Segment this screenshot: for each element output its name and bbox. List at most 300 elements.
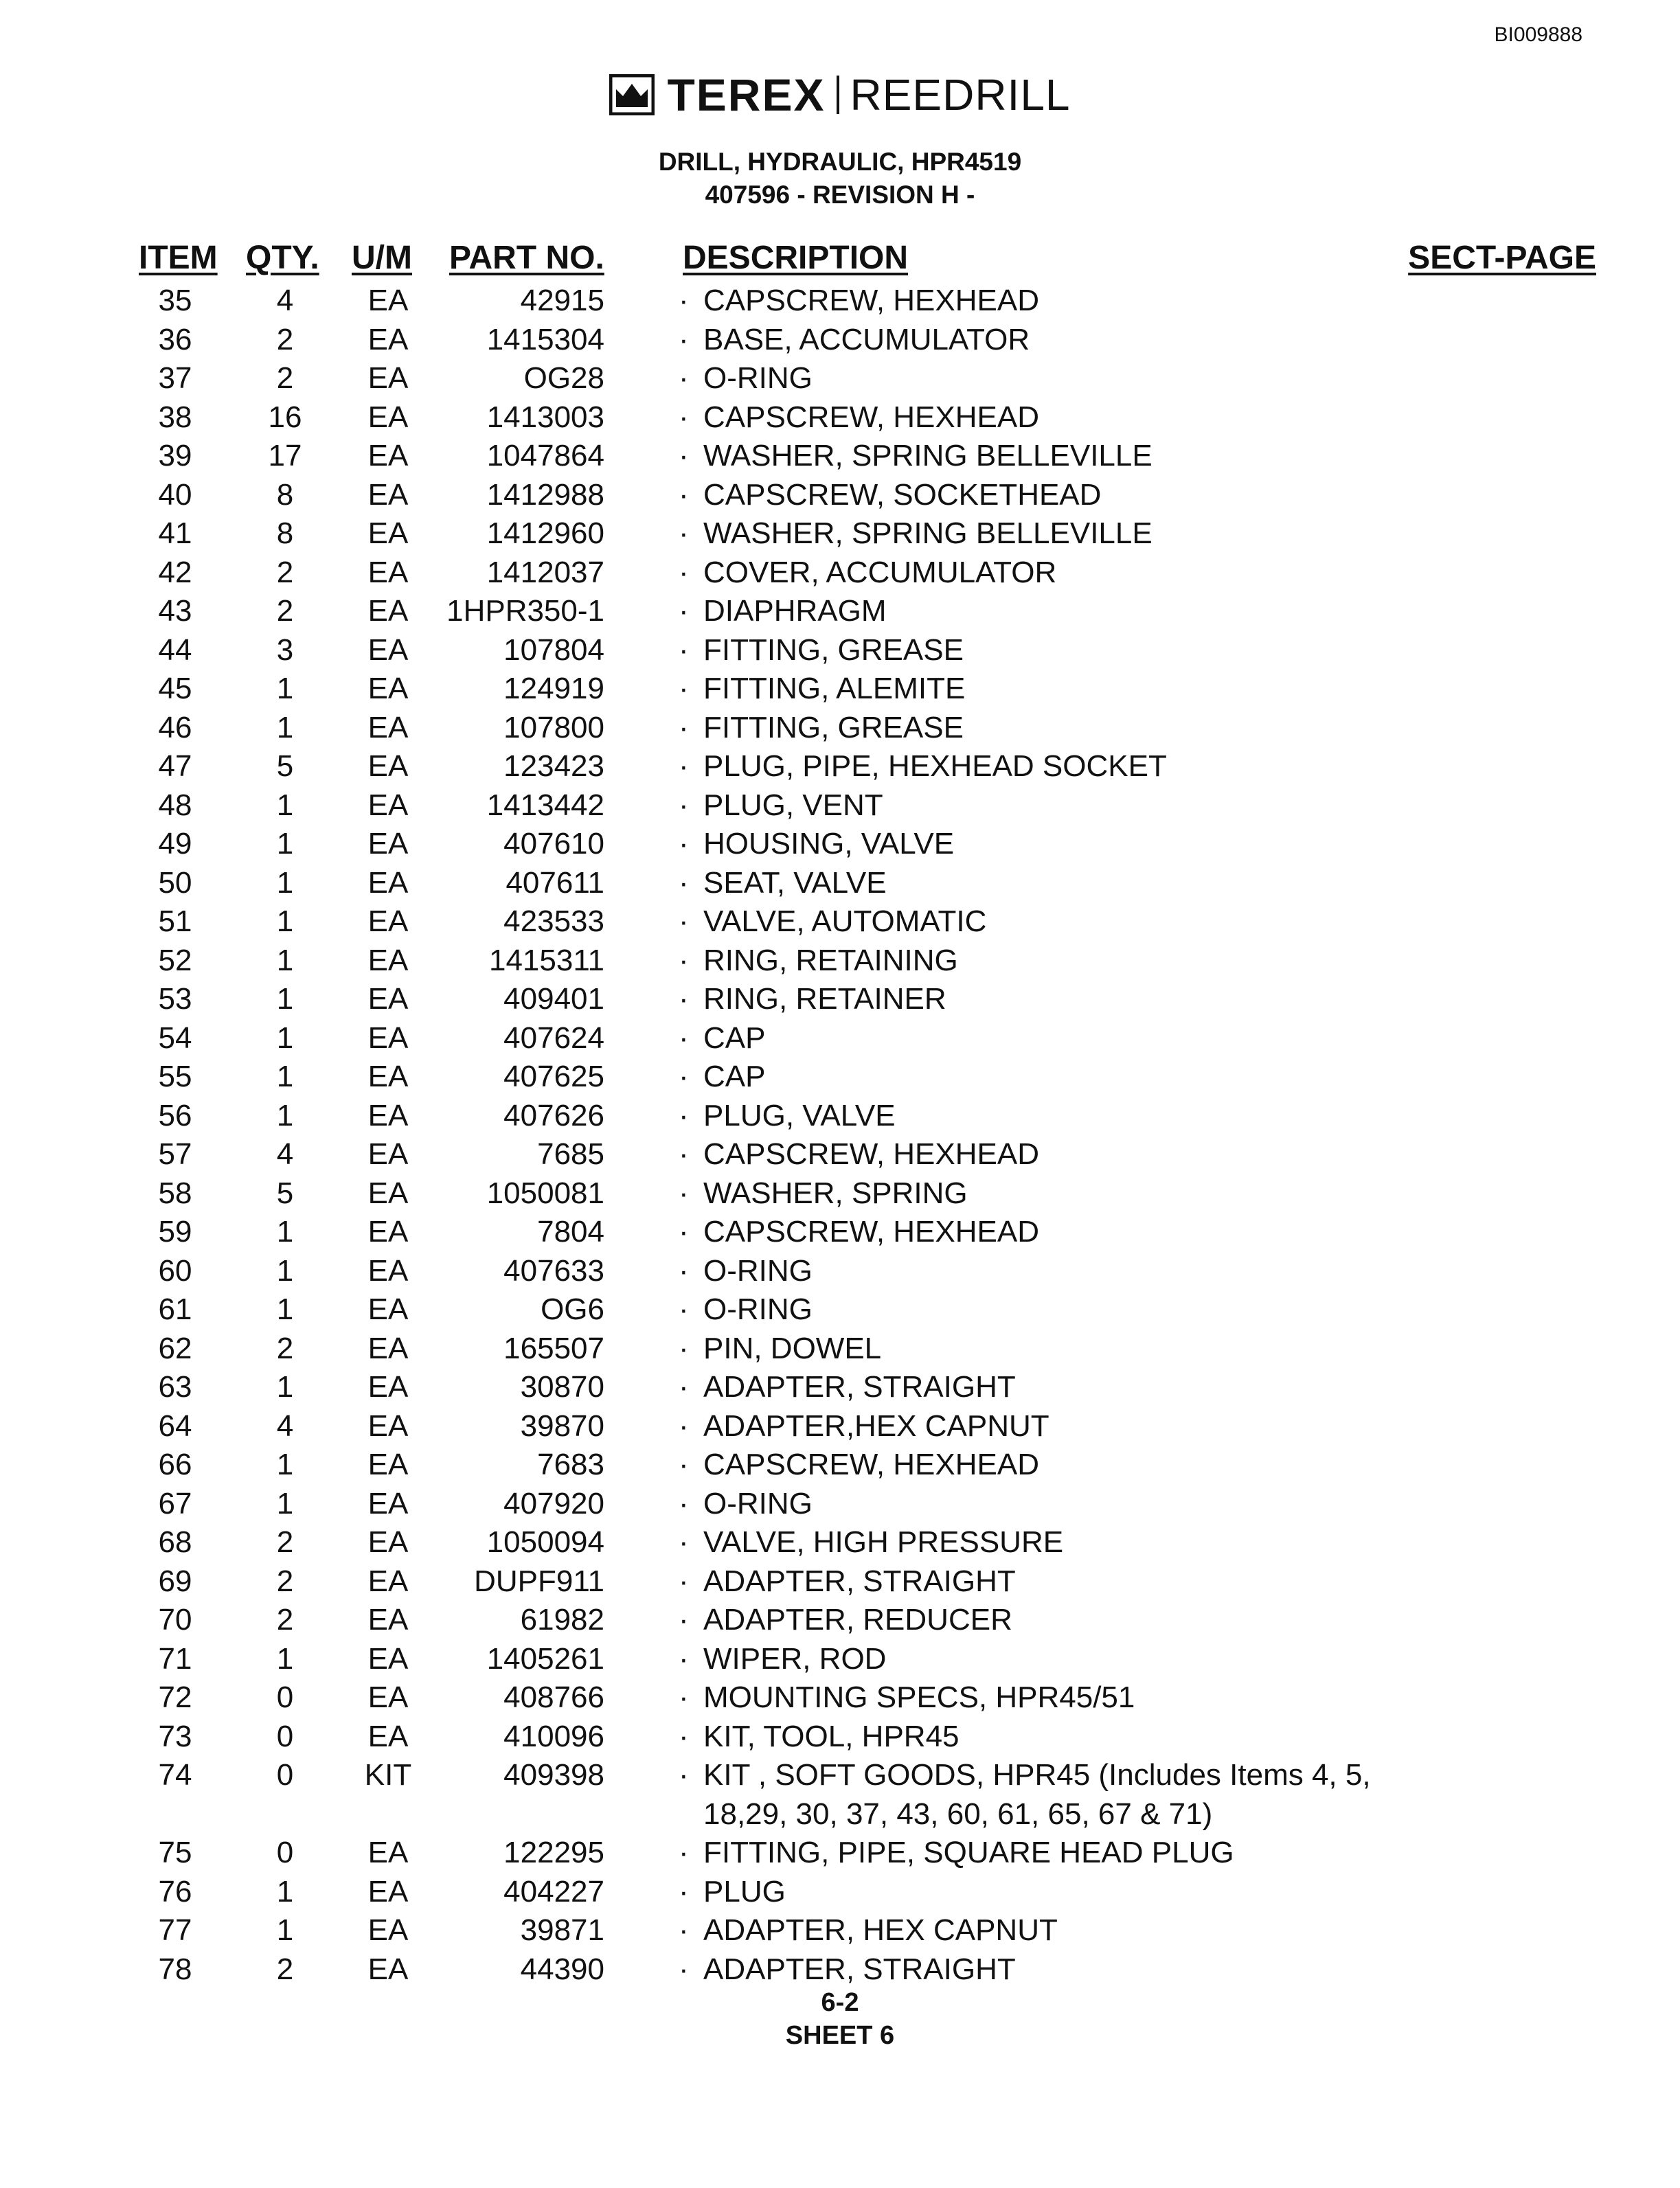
quantity: 2 xyxy=(276,1564,294,1598)
part-number: 423533 xyxy=(503,904,604,938)
quantity: 1 xyxy=(276,710,294,744)
unit-of-measure: EA xyxy=(367,1525,409,1559)
item-number: 52 xyxy=(158,943,192,977)
description: ADAPTER, REDUCER xyxy=(703,1603,1012,1637)
item-number: 67 xyxy=(158,1486,192,1520)
quantity: 1 xyxy=(276,1292,294,1326)
description: VALVE, AUTOMATIC xyxy=(703,904,987,938)
description: O-RING xyxy=(703,361,813,395)
description: KIT, TOOL, HPR45 xyxy=(703,1719,960,1753)
quantity: 1 xyxy=(276,1253,294,1288)
header-qty: QTY. xyxy=(246,240,319,276)
unit-of-measure: EA xyxy=(367,788,409,822)
part-number: 409398 xyxy=(503,1758,604,1792)
description: PLUG xyxy=(703,1874,786,1908)
bullet-dot-icon: · xyxy=(679,1060,689,1093)
part-number: 107804 xyxy=(503,633,604,667)
item-number: 55 xyxy=(158,1060,192,1093)
part-number: 39870 xyxy=(520,1409,604,1443)
table-row xyxy=(0,1019,1680,1058)
unit-of-measure: EA xyxy=(367,1719,409,1753)
unit-of-measure: EA xyxy=(367,1913,409,1947)
bullet-dot-icon: · xyxy=(679,1680,689,1714)
unit-of-measure: EA xyxy=(367,1098,409,1132)
item-number: 57 xyxy=(158,1137,192,1171)
bullet-dot-icon: · xyxy=(679,400,689,434)
part-number: 7804 xyxy=(537,1215,604,1249)
bullet-dot-icon: · xyxy=(679,1525,689,1559)
part-number: DUPF911 xyxy=(474,1564,604,1598)
quantity: 8 xyxy=(276,516,294,550)
description: CAPSCREW, HEXHEAD xyxy=(703,1448,1039,1481)
bullet-dot-icon: · xyxy=(679,633,689,667)
sheet-number: SHEET 6 xyxy=(785,2021,895,2050)
bullet-dot-icon: · xyxy=(679,1719,689,1753)
bullet-dot-icon: · xyxy=(679,1137,689,1171)
title-line-2: 407596 - REVISION H - xyxy=(705,181,975,209)
quantity: 2 xyxy=(276,1603,294,1637)
table-row xyxy=(0,1678,1680,1718)
unit-of-measure: EA xyxy=(367,1836,409,1869)
part-number: 39871 xyxy=(520,1913,604,1947)
part-number: 410096 xyxy=(503,1719,604,1753)
item-number: 43 xyxy=(158,594,192,628)
table-row xyxy=(0,1135,1680,1174)
quantity: 1 xyxy=(276,1874,294,1908)
item-number: 61 xyxy=(158,1292,192,1326)
table-row xyxy=(0,1601,1680,1640)
table-row xyxy=(0,1756,1680,1834)
unit-of-measure: EA xyxy=(367,1874,409,1908)
unit-of-measure: EA xyxy=(367,943,409,977)
part-number: OG28 xyxy=(523,361,604,395)
quantity: 1 xyxy=(276,1448,294,1481)
description: MOUNTING SPECS, HPR45/51 xyxy=(703,1680,1135,1714)
unit-of-measure: EA xyxy=(367,710,409,744)
unit-of-measure: EA xyxy=(367,594,409,628)
bullet-dot-icon: · xyxy=(679,1253,689,1288)
bullet-dot-icon: · xyxy=(679,555,689,589)
quantity: 0 xyxy=(276,1680,294,1714)
description: WIPER, ROD xyxy=(703,1641,887,1676)
item-number: 76 xyxy=(158,1874,192,1908)
unit-of-measure: EA xyxy=(367,400,409,434)
item-number: 78 xyxy=(158,1952,192,1986)
item-number: 66 xyxy=(158,1448,192,1481)
description: VALVE, HIGH PRESSURE xyxy=(703,1525,1064,1559)
unit-of-measure: EA xyxy=(367,1448,409,1481)
part-number: 1405261 xyxy=(486,1641,604,1676)
quantity: 1 xyxy=(276,943,294,977)
quantity: 1 xyxy=(276,1486,294,1520)
table-row xyxy=(0,1718,1680,1757)
part-number: 1050094 xyxy=(486,1525,604,1559)
description: WASHER, SPRING xyxy=(703,1176,968,1210)
unit-of-measure: EA xyxy=(367,439,409,472)
item-number: 54 xyxy=(158,1021,192,1055)
part-number: 165507 xyxy=(503,1331,604,1365)
part-number: 1412960 xyxy=(486,516,604,550)
unit-of-measure: EA xyxy=(367,516,409,550)
description: CAP xyxy=(703,1060,766,1093)
description: FITTING, PIPE, SQUARE HEAD PLUG xyxy=(703,1836,1234,1869)
part-number: 1412037 xyxy=(486,555,604,589)
unit-of-measure: EA xyxy=(367,633,409,667)
item-number: 62 xyxy=(158,1331,192,1365)
bullet-dot-icon: · xyxy=(679,1641,689,1676)
unit-of-measure: EA xyxy=(367,749,409,783)
page-footer xyxy=(0,1986,1680,2052)
item-number: 68 xyxy=(158,1525,192,1559)
quantity: 2 xyxy=(276,594,294,628)
unit-of-measure: EA xyxy=(367,1060,409,1093)
unit-of-measure: EA xyxy=(367,1952,409,1986)
item-number: 51 xyxy=(158,904,192,938)
unit-of-measure: EA xyxy=(367,1215,409,1249)
terex-logo-icon xyxy=(609,74,655,115)
item-number: 38 xyxy=(158,400,192,434)
item-number: 58 xyxy=(158,1176,192,1210)
part-number: 407920 xyxy=(503,1486,604,1520)
unit-of-measure: EA xyxy=(367,1603,409,1637)
part-number: 1412988 xyxy=(486,477,604,512)
bullet-dot-icon: · xyxy=(679,1564,689,1598)
quantity: 0 xyxy=(276,1719,294,1753)
bullet-dot-icon: · xyxy=(679,594,689,628)
table-row xyxy=(0,437,1680,476)
description: WASHER, SPRING BELLEVILLE xyxy=(703,439,1153,472)
bullet-dot-icon: · xyxy=(679,361,689,395)
quantity: 8 xyxy=(276,477,294,512)
unit-of-measure: EA xyxy=(367,904,409,938)
unit-of-measure: EA xyxy=(367,1564,409,1598)
bullet-dot-icon: · xyxy=(679,1836,689,1869)
part-number: 409401 xyxy=(503,982,604,1016)
bullet-dot-icon: · xyxy=(679,1370,689,1404)
item-number: 47 xyxy=(158,749,192,783)
title-line-1: DRILL, HYDRAULIC, HPR4519 xyxy=(658,148,1022,176)
table-row xyxy=(0,825,1680,864)
item-number: 39 xyxy=(158,439,192,472)
item-number: 60 xyxy=(158,1253,192,1288)
description: PIN, DOWEL xyxy=(703,1331,882,1365)
description: WASHER, SPRING BELLEVILLE xyxy=(703,516,1153,550)
quantity: 17 xyxy=(268,439,302,472)
bullet-dot-icon: · xyxy=(679,865,689,900)
quantity: 2 xyxy=(276,555,294,589)
description: O-RING xyxy=(703,1486,813,1520)
table-row xyxy=(0,1562,1680,1602)
part-number: 408766 xyxy=(503,1680,604,1714)
description: ADAPTER,HEX CAPNUT xyxy=(703,1409,1049,1443)
item-number: 69 xyxy=(158,1564,192,1598)
quantity: 4 xyxy=(276,284,294,317)
item-number: 50 xyxy=(158,865,192,900)
quantity: 1 xyxy=(276,1021,294,1055)
part-number: 42915 xyxy=(520,284,604,317)
table-row xyxy=(0,1523,1680,1562)
table-row xyxy=(0,359,1680,398)
part-number: 1HPR350-1 xyxy=(446,594,604,628)
description: ADAPTER, STRAIGHT xyxy=(703,1952,1016,1986)
part-number: 1413442 xyxy=(486,788,604,822)
quantity: 1 xyxy=(276,827,294,861)
bullet-dot-icon: · xyxy=(679,1176,689,1210)
item-number: 44 xyxy=(158,633,192,667)
unit-of-measure: EA xyxy=(367,284,409,317)
description: PLUG, PIPE, HEXHEAD SOCKET xyxy=(703,749,1167,783)
bullet-dot-icon: · xyxy=(679,1952,689,1986)
quantity: 0 xyxy=(276,1758,294,1792)
item-number: 71 xyxy=(158,1641,192,1676)
bullet-dot-icon: · xyxy=(679,710,689,744)
part-number: 123423 xyxy=(503,749,604,783)
header-description: DESCRIPTION xyxy=(683,240,909,276)
unit-of-measure: EA xyxy=(367,1331,409,1365)
unit-of-measure: EA xyxy=(367,1021,409,1055)
bullet-dot-icon: · xyxy=(679,1448,689,1481)
item-number: 70 xyxy=(158,1603,192,1637)
brand-subname: REEDRILL xyxy=(850,70,1071,119)
bullet-dot-icon: · xyxy=(679,284,689,317)
description: ADAPTER, HEX CAPNUT xyxy=(703,1913,1058,1947)
table-row xyxy=(0,321,1680,360)
unit-of-measure: EA xyxy=(367,322,409,356)
description: O-RING xyxy=(703,1292,813,1326)
part-number: 30870 xyxy=(520,1370,604,1404)
item-number: 45 xyxy=(158,672,192,705)
quantity: 4 xyxy=(276,1137,294,1171)
bullet-dot-icon: · xyxy=(679,477,689,512)
description: PLUG, VALVE xyxy=(703,1098,896,1132)
part-number: 44390 xyxy=(520,1952,604,1986)
item-number: 72 xyxy=(158,1680,192,1714)
part-number: 1047864 xyxy=(486,439,604,472)
table-row xyxy=(0,1330,1680,1369)
description: CAPSCREW, HEXHEAD xyxy=(703,400,1039,434)
table-row xyxy=(0,514,1680,554)
parts-table xyxy=(0,282,1680,1989)
description: RING, RETAINER xyxy=(703,982,946,1016)
unit-of-measure: EA xyxy=(367,1253,409,1288)
table-row xyxy=(0,1873,1680,1912)
quantity: 0 xyxy=(276,1836,294,1869)
quantity: 1 xyxy=(276,1913,294,1947)
bullet-dot-icon: · xyxy=(679,827,689,861)
table-row xyxy=(0,1213,1680,1252)
quantity: 1 xyxy=(276,1370,294,1404)
description: CAP xyxy=(703,1021,766,1055)
document-title xyxy=(0,146,1680,212)
table-row xyxy=(0,1368,1680,1407)
quantity: 2 xyxy=(276,1952,294,1986)
part-number: 1050081 xyxy=(486,1176,604,1210)
part-number: 404227 xyxy=(503,1874,604,1908)
item-number: 59 xyxy=(158,1215,192,1249)
item-number: 46 xyxy=(158,710,192,744)
part-number: 61982 xyxy=(520,1603,604,1637)
table-row xyxy=(0,398,1680,437)
quantity: 1 xyxy=(276,982,294,1016)
item-number: 40 xyxy=(158,477,192,512)
quantity: 3 xyxy=(276,633,294,667)
quantity: 4 xyxy=(276,1409,294,1443)
table-row xyxy=(0,980,1680,1019)
unit-of-measure: EA xyxy=(367,477,409,512)
part-number: 407626 xyxy=(503,1098,604,1132)
description: ADAPTER, STRAIGHT xyxy=(703,1564,1016,1598)
table-row xyxy=(0,1252,1680,1291)
unit-of-measure: EA xyxy=(367,1680,409,1714)
part-number: 407610 xyxy=(503,827,604,861)
table-row xyxy=(0,631,1680,670)
table-row xyxy=(0,476,1680,515)
quantity: 5 xyxy=(276,749,294,783)
item-number: 36 xyxy=(158,322,192,356)
description: ADAPTER, STRAIGHT xyxy=(703,1370,1016,1404)
item-number: 73 xyxy=(158,1719,192,1753)
part-number: 407624 xyxy=(503,1021,604,1055)
quantity: 1 xyxy=(276,865,294,900)
table-row xyxy=(0,747,1680,786)
description: PLUG, VENT xyxy=(703,788,883,822)
table-row xyxy=(0,670,1680,709)
description: CAPSCREW, HEXHEAD xyxy=(703,284,1039,317)
unit-of-measure: EA xyxy=(367,1370,409,1404)
unit-of-measure: EA xyxy=(367,1486,409,1520)
unit-of-measure: EA xyxy=(367,1137,409,1171)
part-number: 1413003 xyxy=(486,400,604,434)
quantity: 1 xyxy=(276,1215,294,1249)
unit-of-measure: EA xyxy=(367,982,409,1016)
description: O-RING xyxy=(703,1253,813,1288)
description: CAPSCREW, HEXHEAD xyxy=(703,1215,1039,1249)
quantity: 1 xyxy=(276,1060,294,1093)
table-row xyxy=(0,1174,1680,1213)
item-number: 56 xyxy=(158,1098,192,1132)
quantity: 2 xyxy=(276,1331,294,1365)
quantity: 1 xyxy=(276,1641,294,1676)
bullet-dot-icon: · xyxy=(679,904,689,938)
unit-of-measure: EA xyxy=(367,1292,409,1326)
bullet-dot-icon: · xyxy=(679,516,689,550)
item-number: 64 xyxy=(158,1409,192,1443)
table-row xyxy=(0,1097,1680,1136)
part-number: 122295 xyxy=(503,1836,604,1869)
description: COVER, ACCUMULATOR xyxy=(703,555,1057,589)
bullet-dot-icon: · xyxy=(679,1603,689,1637)
item-number: 75 xyxy=(158,1836,192,1869)
bullet-dot-icon: · xyxy=(679,439,689,472)
bullet-dot-icon: · xyxy=(679,1486,689,1520)
table-row xyxy=(0,1911,1680,1950)
bullet-dot-icon: · xyxy=(679,1874,689,1908)
quantity: 1 xyxy=(276,672,294,705)
bullet-dot-icon: · xyxy=(679,1215,689,1249)
table-row xyxy=(0,902,1680,942)
part-number: 7685 xyxy=(537,1137,604,1171)
description: FITTING, ALEMITE xyxy=(703,672,966,705)
header-um: U/M xyxy=(352,240,412,276)
item-number: 48 xyxy=(158,788,192,822)
bullet-dot-icon: · xyxy=(679,1409,689,1443)
table-row xyxy=(0,1950,1680,1990)
quantity: 2 xyxy=(276,361,294,395)
item-number: 53 xyxy=(158,982,192,1016)
quantity: 2 xyxy=(276,322,294,356)
part-number: 407633 xyxy=(503,1253,604,1288)
table-row xyxy=(0,1058,1680,1097)
header-item: ITEM xyxy=(139,240,218,276)
bullet-dot-icon: · xyxy=(679,943,689,977)
description: FITTING, GREASE xyxy=(703,633,964,667)
quantity: 1 xyxy=(276,1098,294,1132)
unit-of-measure: EA xyxy=(367,1409,409,1443)
header-sect-page: SECT-PAGE xyxy=(1408,240,1596,276)
part-number: 7683 xyxy=(537,1448,604,1481)
unit-of-measure: EA xyxy=(367,865,409,900)
table-row xyxy=(0,1290,1680,1330)
bullet-dot-icon: · xyxy=(679,322,689,356)
bullet-dot-icon: · xyxy=(679,1331,689,1365)
header-part-no: PART NO. xyxy=(449,240,604,276)
quantity: 5 xyxy=(276,1176,294,1210)
table-row xyxy=(0,1834,1680,1873)
item-number: 42 xyxy=(158,555,192,589)
part-number: 1415311 xyxy=(488,943,604,977)
unit-of-measure: EA xyxy=(367,1641,409,1676)
table-row xyxy=(0,786,1680,825)
quantity: 1 xyxy=(276,904,294,938)
brand-header xyxy=(0,69,1680,121)
item-number: 37 xyxy=(158,361,192,395)
bullet-dot-icon: · xyxy=(679,1913,689,1947)
quantity: 16 xyxy=(268,400,302,434)
table-row xyxy=(0,1485,1680,1524)
unit-of-measure: EA xyxy=(367,827,409,861)
page-number: 6-2 xyxy=(821,1988,859,2017)
table-row xyxy=(0,592,1680,631)
item-number: 41 xyxy=(158,516,192,550)
table-row xyxy=(0,709,1680,748)
unit-of-measure: KIT xyxy=(364,1758,412,1792)
table-row xyxy=(0,554,1680,593)
description: KIT , SOFT GOODS, HPR45 (Includes Items 4, 5, 18,29, 30, 37, 43, 60, 61, 65, 67 & 71) xyxy=(703,1758,1371,1831)
item-number: 35 xyxy=(158,284,192,317)
part-number: OG6 xyxy=(541,1292,604,1326)
description: RING, RETAINING xyxy=(703,943,958,977)
bullet-dot-icon: · xyxy=(679,788,689,822)
unit-of-measure: EA xyxy=(367,1176,409,1210)
description: HOUSING, VALVE xyxy=(703,827,955,861)
item-number: 74 xyxy=(158,1758,192,1792)
unit-of-measure: EA xyxy=(367,672,409,705)
table-row xyxy=(0,1407,1680,1446)
part-number: 1415304 xyxy=(486,322,604,356)
document-id: BI009888 xyxy=(1494,23,1582,46)
quantity: 2 xyxy=(276,1525,294,1559)
item-number: 49 xyxy=(158,827,192,861)
bullet-dot-icon: · xyxy=(679,1021,689,1055)
bullet-dot-icon: · xyxy=(679,672,689,705)
description: CAPSCREW, HEXHEAD xyxy=(703,1137,1039,1171)
quantity: 1 xyxy=(276,788,294,822)
item-number: 77 xyxy=(158,1913,192,1947)
bullet-dot-icon: · xyxy=(679,749,689,783)
unit-of-measure: EA xyxy=(367,361,409,395)
description: DIAPHRAGM xyxy=(703,594,887,628)
table-row xyxy=(0,1640,1680,1679)
